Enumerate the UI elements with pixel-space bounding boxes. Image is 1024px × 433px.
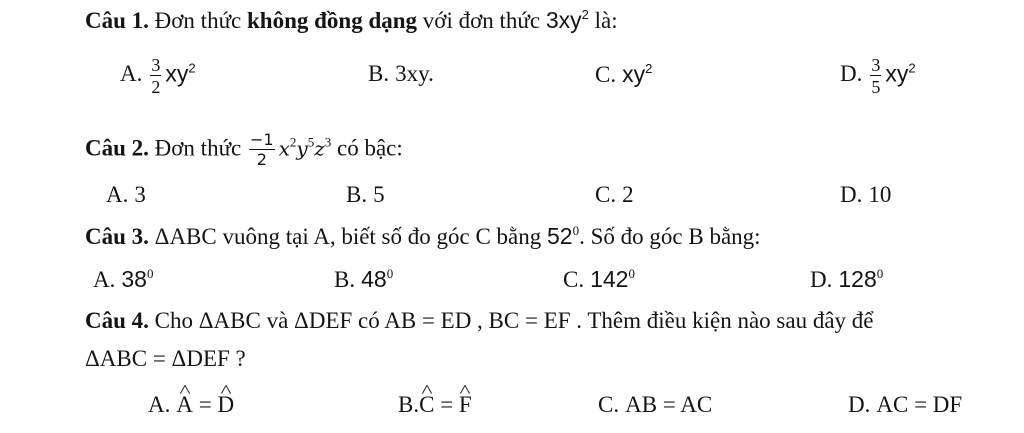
q1-opt-a-num: 3 [151, 55, 161, 75]
q4-option-a[interactable] [148, 391, 234, 419]
q1-opt-c-exp: 2 [645, 61, 653, 76]
q1-opt-a-exp: 2 [188, 60, 196, 76]
q1-opt-a-fraction [150, 56, 161, 96]
q2-var-z: z [314, 136, 325, 161]
q4-opt-b-left: ^ C [419, 391, 434, 419]
q2-opt-d-value: 10 [868, 182, 892, 207]
q2-opt-b-label: B. [346, 182, 368, 207]
q1-opt-d-base: xy [885, 60, 909, 87]
q2-option-c[interactable] [595, 181, 634, 209]
q2-opt-c-value: 2 [622, 182, 634, 207]
q3-option-b[interactable] [334, 265, 393, 294]
q4-text-a: Cho ΔABC và ΔDEF có AB = ED , BC = EF . Thêm điều kiện nào sau đây để [148, 308, 874, 333]
q2-den: 2 [256, 150, 267, 169]
q1-opt-a-base: xy [165, 60, 189, 87]
q3-text-b: . Số đo góc B bằng: [579, 224, 761, 249]
q3-opt-d-value: 128 [838, 266, 877, 292]
q3-question [85, 222, 761, 251]
q4-option-c[interactable] [598, 391, 712, 419]
q4-question-line2 [85, 345, 246, 373]
q1-opt-b-text: 3xy. [395, 61, 434, 86]
q2-text-end: có bậc: [331, 135, 403, 161]
q4-opt-d-label: D. [848, 392, 871, 417]
q4-opt-a-right: ^ D [217, 391, 234, 419]
q1-opt-d-num: 3 [871, 55, 881, 75]
q3-opt-b-deg: 0 [386, 266, 394, 281]
q2-label: Câu 2. [85, 135, 149, 161]
q1-opt-d-fraction [870, 56, 881, 96]
q4-opt-a-eq: = [193, 392, 218, 417]
q3-opt-a-label: A. [93, 267, 116, 292]
q1-opt-a-den: 2 [151, 77, 161, 97]
q3-option-c[interactable] [563, 265, 635, 294]
q3-opt-b-label: B. [334, 267, 356, 292]
q3-opt-c-value: 142 [590, 266, 629, 292]
q4-opt-b-eq: = [434, 392, 459, 417]
q2-var-z-exp: 3 [324, 134, 332, 150]
q3-opt-c-deg: 0 [628, 266, 635, 281]
q4-option-b[interactable] [398, 391, 472, 419]
q3-angle: 52 [547, 223, 573, 249]
q1-expr-base: 3xy [545, 7, 582, 33]
q2-var-x-exp: 2 [289, 134, 297, 150]
q3-label: Câu 3. [85, 224, 149, 249]
q1-text-end: là: [588, 8, 618, 33]
q2-num: −1 [250, 130, 274, 149]
q1-option-d[interactable] [840, 56, 916, 96]
q3-angle-deg: 0 [572, 223, 580, 238]
q4-label: Câu 4. [85, 308, 149, 333]
q3-opt-c-label: C. [563, 267, 585, 292]
q3-option-d[interactable] [810, 265, 883, 294]
q2-fraction [249, 132, 275, 168]
q2-opt-b-value: 5 [373, 182, 385, 207]
q2-option-d[interactable] [840, 181, 891, 209]
q1-opt-a-label: A. [120, 61, 143, 87]
q2-var-y-exp: 5 [307, 134, 315, 150]
q4-opt-b-label: B. [398, 392, 420, 417]
q4-opt-d-text: AC = DF [876, 392, 963, 417]
q2-text-a: Đơn thức [148, 135, 247, 161]
q3-opt-a-value: 38 [121, 266, 147, 292]
q1-opt-c-label: C. [595, 62, 617, 87]
q4-option-d[interactable] [848, 391, 962, 419]
q3-opt-a-deg: 0 [146, 266, 154, 281]
q1-expr [546, 7, 589, 33]
q1-option-a[interactable] [120, 56, 196, 96]
q4-opt-b-right: ^ F [459, 391, 472, 419]
q4-opt-a-label: A. [148, 392, 171, 417]
q2-opt-a-label: A. [106, 182, 129, 207]
q4-question [85, 307, 874, 335]
q4-opt-c-label: C. [598, 392, 620, 417]
q1-opt-d-den: 5 [871, 77, 881, 97]
q2-opt-a-value: 3 [134, 182, 146, 207]
q1-opt-d-exp: 2 [908, 60, 916, 76]
q2-opt-c-label: C. [595, 182, 617, 207]
q2-option-a[interactable] [106, 181, 146, 209]
q3-option-a[interactable] [93, 265, 153, 294]
q4-text-line2: ΔABC = ΔDEF ? [85, 346, 246, 371]
q3-opt-d-deg: 0 [876, 266, 884, 281]
q4-opt-c-text: AB = AC [625, 392, 713, 417]
q1-option-b[interactable] [368, 60, 434, 88]
q1-text-a: Đơn thức [148, 8, 247, 33]
q2-question [85, 132, 403, 168]
q1-label: Câu 1. [85, 8, 149, 33]
q1-text-bold: không đồng dạng [247, 8, 418, 33]
q3-text-a: ΔABC vuông tại A, biết số đo góc C bằng [148, 224, 548, 249]
q1-question [85, 6, 618, 35]
q3-opt-b-value: 48 [361, 266, 387, 292]
q4-opt-a-left: ^ A [176, 391, 193, 419]
q1-opt-b-label: B. [368, 61, 390, 86]
q1-opt-c-base: xy [622, 61, 646, 87]
q1-expr-exp: 2 [581, 7, 589, 22]
q2-var-y: y [296, 136, 308, 161]
q2-option-b[interactable] [346, 181, 385, 209]
q2-var-x: x [278, 136, 290, 161]
q1-opt-d-label: D. [840, 61, 863, 87]
q3-opt-d-label: D. [810, 267, 833, 292]
q2-opt-d-label: D. [840, 182, 863, 207]
q1-option-c[interactable] [595, 60, 652, 89]
q1-text-b: với đơn thức [417, 8, 546, 33]
